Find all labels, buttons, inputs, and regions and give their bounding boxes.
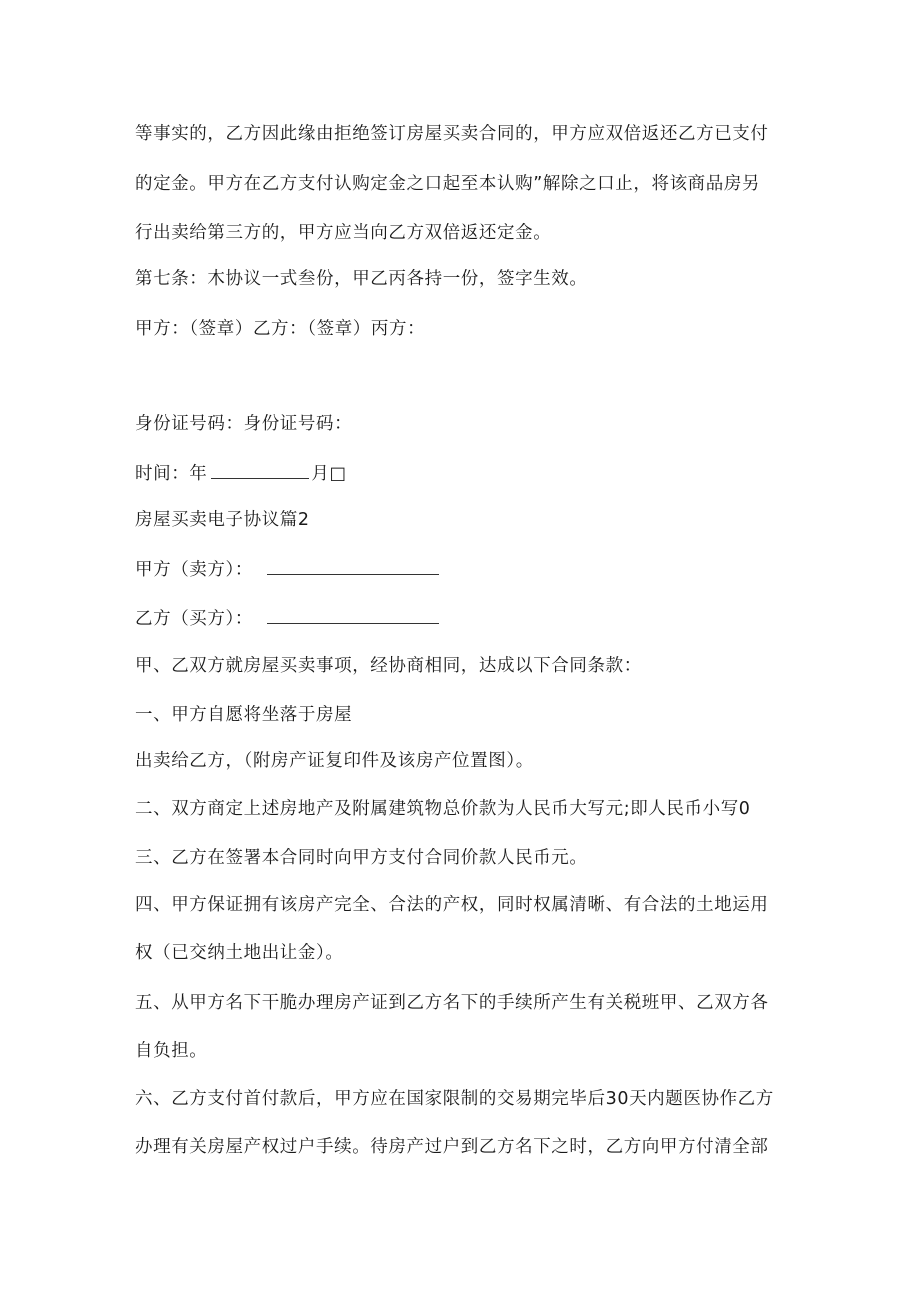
clause-line: 四、甲方保证拥有该房产完全、合法的产权，同时权属清晰、有合法的土地运用 xyxy=(135,895,769,915)
id-number-line: 身份证号码：身份证号码： xyxy=(135,414,353,434)
clause-line: 办理有关房屋产权过户手续。待房产过户到乙方名下之时，乙方向甲方付清全部 xyxy=(135,1137,769,1157)
clause-line: 一、甲方自愿将坐落于房屋 xyxy=(135,705,353,725)
signature-line: 甲方：（签章）乙方：（签章）丙方： xyxy=(135,319,426,339)
time-suffix: 月□ xyxy=(311,464,347,484)
clause-line: 三、乙方在签署本合同时向甲方支付合同价款人民币元。 xyxy=(135,848,588,868)
clause-line: 五、从甲方名下干脆办理房产证到乙方名下的手续所产生有关税班甲、乙双方各 xyxy=(135,993,769,1013)
clause-line: 自负担。 xyxy=(135,1041,208,1061)
party-b-line xyxy=(135,605,439,631)
party-a-label: 甲方（卖方）： xyxy=(135,560,253,580)
party-a-line xyxy=(135,556,439,582)
body-line: 行出卖给第三方的，甲方应当向乙方双倍返还定金。 xyxy=(135,223,552,243)
clause-line: 出卖给乙方，（附房产证复印件及该房产位置图）。 xyxy=(135,751,534,771)
clause-line: 甲、乙双方就房屋买卖事项，经协商相同，达成以下合同条款： xyxy=(135,656,642,676)
time-line xyxy=(135,460,347,486)
time-blank xyxy=(211,460,309,479)
article-seven: 第七条：木协议一式叁份，甲乙丙各持一份，签字生效。 xyxy=(135,269,588,289)
section-title: 房屋买卖电子协议篇2 xyxy=(135,510,310,530)
party-b-label: 乙方（买方）： xyxy=(135,609,253,629)
clause-line: 二、双方商定上述房地产及附属建筑物总价款为人民币大写元;即人民币小写0 xyxy=(135,799,751,819)
party-b-blank xyxy=(267,605,439,624)
time-prefix: 时间：年 xyxy=(135,464,208,484)
party-a-blank xyxy=(267,556,439,575)
body-line: 的定金。甲方在乙方支付认购定金之口起至本认购”解除之口止，将该商品房另 xyxy=(135,174,761,194)
clause-line: 权（已交纳土地出让金）。 xyxy=(135,943,344,963)
body-line: 等事实的，乙方因此缘由拒绝签订房屋买卖合同的，甲方应双倍返还乙方已支付 xyxy=(135,124,769,144)
clause-line: 六、乙方支付首付款后，甲方应在国家限制的交易期完毕后30天内题医协作乙方 xyxy=(135,1089,774,1109)
